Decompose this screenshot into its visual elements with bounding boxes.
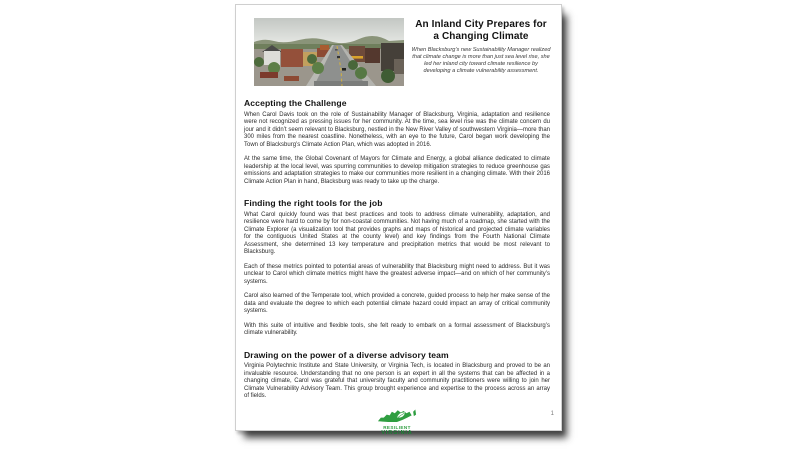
paragraph: Virginia Polytechnic Institute and State University, or Virginia Tech, is located in Blacksburg and proved to be an invaluable resource. Understanding that no one person is an expert in all the systems that can be affected in a changing climate, Carol was grateful that university faculty and community practitioners were willing to join her Climate Vulnerability Advisory Team. This group brought experience and expertise to the process across an array of fields. <box>244 363 550 399</box>
document-title-line1: An Inland City Prepares for <box>415 19 547 30</box>
section-heading: Finding the right tools for the job <box>244 198 383 208</box>
section-diverse-advisory-team <box>244 350 550 401</box>
document-title <box>409 19 553 42</box>
section-heading: Accepting the Challenge <box>244 98 347 108</box>
document-abstract: When Blacksburg’s new Sustainability Manager realized that climate change is more than just sea level rise, she led her inland city toward climate resilience by developing a climate vulnerability assessment. <box>411 47 551 74</box>
document-header <box>236 5 561 86</box>
paragraph: When Carol Davis took on the role of Sustainability Manager of Blacksburg, Virginia, adaptation and resilience were not recognized as pressing issues for her community. At the time, sea level rise was the climate concern du jour and it didn’t seem relevant to Blacksburg, nestled in the New River Valley of southwestern Virginia—more than 300 miles from the nearest coastline. Nonetheless, with an eye to the future, Carol began work developing the Town of Blacksburg’s Climate Action Plan, which was adopted in 2016. <box>244 111 550 148</box>
paragraph: With this suite of intuitive and flexible tools, she felt ready to embark on a formal assessment of Blacksburg’s climate vulnerability. <box>244 322 550 336</box>
section-finding-the-right-tools <box>244 198 550 338</box>
document-body <box>236 98 561 436</box>
paragraph: What Carol quickly found was that best practices and tools to address climate vulnerability, adaptation, and resilience were hard to come by for non-coastal communities. Not having much of a roadmap, she started with the Climate Explorer (a visualization tool that provides graphs and maps of historical and projected climate variables for the contiguous United States at the county level) and key findings from the Fourth National Climate Assessment, she determined 13 key temperature and precipitation metrics that would be most relevant to Blacksburg. <box>244 211 550 255</box>
virginia-state-leaf-icon <box>375 408 419 425</box>
blacksburg-downtown-aerial-photo <box>254 18 404 86</box>
section-accepting-the-challenge <box>244 98 550 186</box>
document-page <box>235 4 562 436</box>
section-heading: Drawing on the power of a diverse advisory team <box>244 349 449 360</box>
logo-text-virginia: VIRGINIA <box>381 429 413 436</box>
paragraph: Carol also learned of the Temperate tool, which provided a concrete, guided process to help her make sense of the data and evaluate the degree to which each potential climate hazard could impact an array of critical community systems. <box>244 293 550 314</box>
logo-text-resilient: RESILIENT <box>383 424 411 430</box>
aerial-photo-illustration <box>254 18 404 86</box>
title-block <box>409 19 553 75</box>
paragraph: Each of these metrics pointed to potential areas of vulnerability that Blacksburg might need to address. But it was unclear to Carol which climate metrics might have the greatest adverse impact—and on which of her community’s systems. <box>244 263 550 285</box>
paragraph: At the same time, the Global Covenant of Mayors for Climate and Energy, a global alliance dedicated to climate leadership at the local level, was spurring communities to develop mitigation strategies to reduce greenhouse gas emissions and adaptation strategies to make our communities more resilient in a changing climate. With their 2016 Climate Action Plan in hand, Blacksburg was ready to take up the charge. <box>244 156 550 185</box>
resilient-virginia-logo <box>244 408 550 436</box>
document-title-line2: a Changing Climate <box>433 30 529 42</box>
page-number: 1 <box>550 411 554 417</box>
